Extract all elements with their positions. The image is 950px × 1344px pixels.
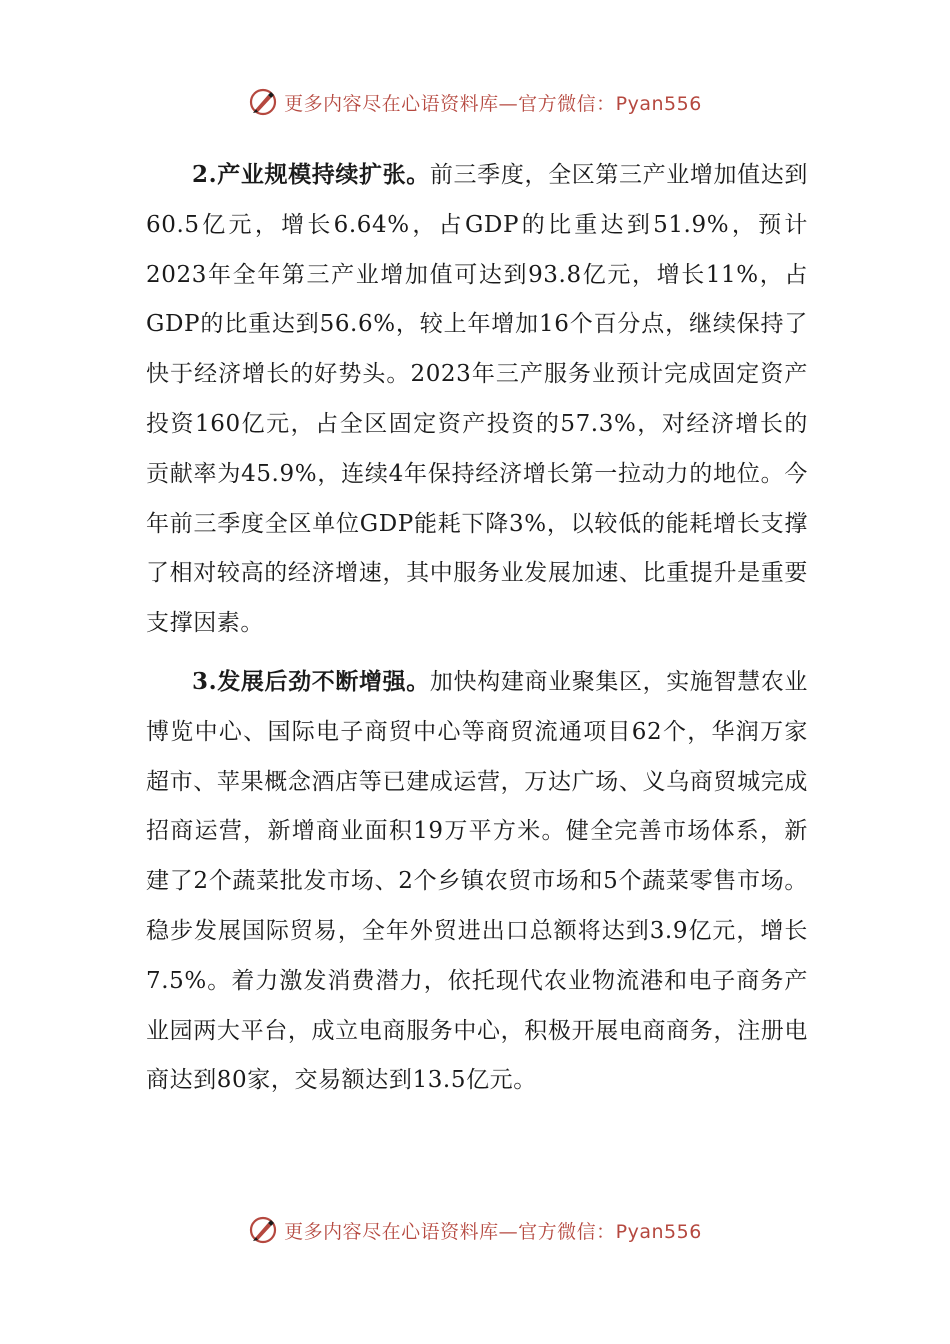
paragraph-lead: 3.发展后劲不断增强。 <box>192 667 430 695</box>
banner-wechat-id: Pyan556 <box>615 1220 702 1243</box>
paragraph-text: 前三季度，全区第三产业增加值达到60.5亿元，增长6.64%，占GDP的比重达到51.9%，预计2023年全年第三产业增加值可达到93.8亿元，增长11%，占GDP的比重达到56.6%，较上年增加16个百分点，继续保持了快于经济增长的好势头。2023年三产服务业预计完成固定资产投资160亿元，占全区固定资产投资的57.3%，对经济增长的贡献率为45.9%，连续4年保持经济增长第一拉动力的地位。今年前三季度全区单位GDP能耗下降3%，以较低的能耗增长支撑了相对较高的经济增速，其中服务业发展加速、比重提升是重要支撑因素。 <box>146 162 808 637</box>
document-body <box>146 150 808 1106</box>
banner-text-cn: 更多内容尽在心语资料库—官方微信： <box>284 1220 616 1243</box>
banner-text <box>284 89 702 116</box>
paragraph-industry-scale <box>146 150 808 649</box>
pen-logo-icon <box>248 87 278 117</box>
footer-banner <box>0 1210 950 1250</box>
header-banner <box>0 82 950 122</box>
banner-wechat-id: Pyan556 <box>615 92 702 115</box>
banner-text-cn: 更多内容尽在心语资料库—官方微信： <box>284 92 616 115</box>
pen-logo-icon <box>248 1215 278 1245</box>
paragraph-text: 加快构建商业聚集区，实施智慧农业博览中心、国际电子商贸中心等商贸流通项目62个，华润万家超市、苹果概念酒店等已建成运营，万达广场、义乌商贸城完成招商运营，新增商业面积19万平方米。健全完善市场体系，新建了2个蔬菜批发市场、2个乡镇农贸市场和5个蔬菜零售市场。稳步发展国际贸易，全年外贸进出口总额将达到3.9亿元，增长7.5%。着力激发消费潜力，依托现代农业物流港和电子商务产业园两大平台，成立电商服务中心，积极开展电商商务，注册电商达到80家，交易额达到13.5亿元。 <box>146 668 808 1094</box>
paragraph-development-momentum <box>146 657 808 1106</box>
paragraph-lead: 2.产业规模持续扩张。 <box>192 161 430 188</box>
banner-text <box>284 1217 702 1244</box>
